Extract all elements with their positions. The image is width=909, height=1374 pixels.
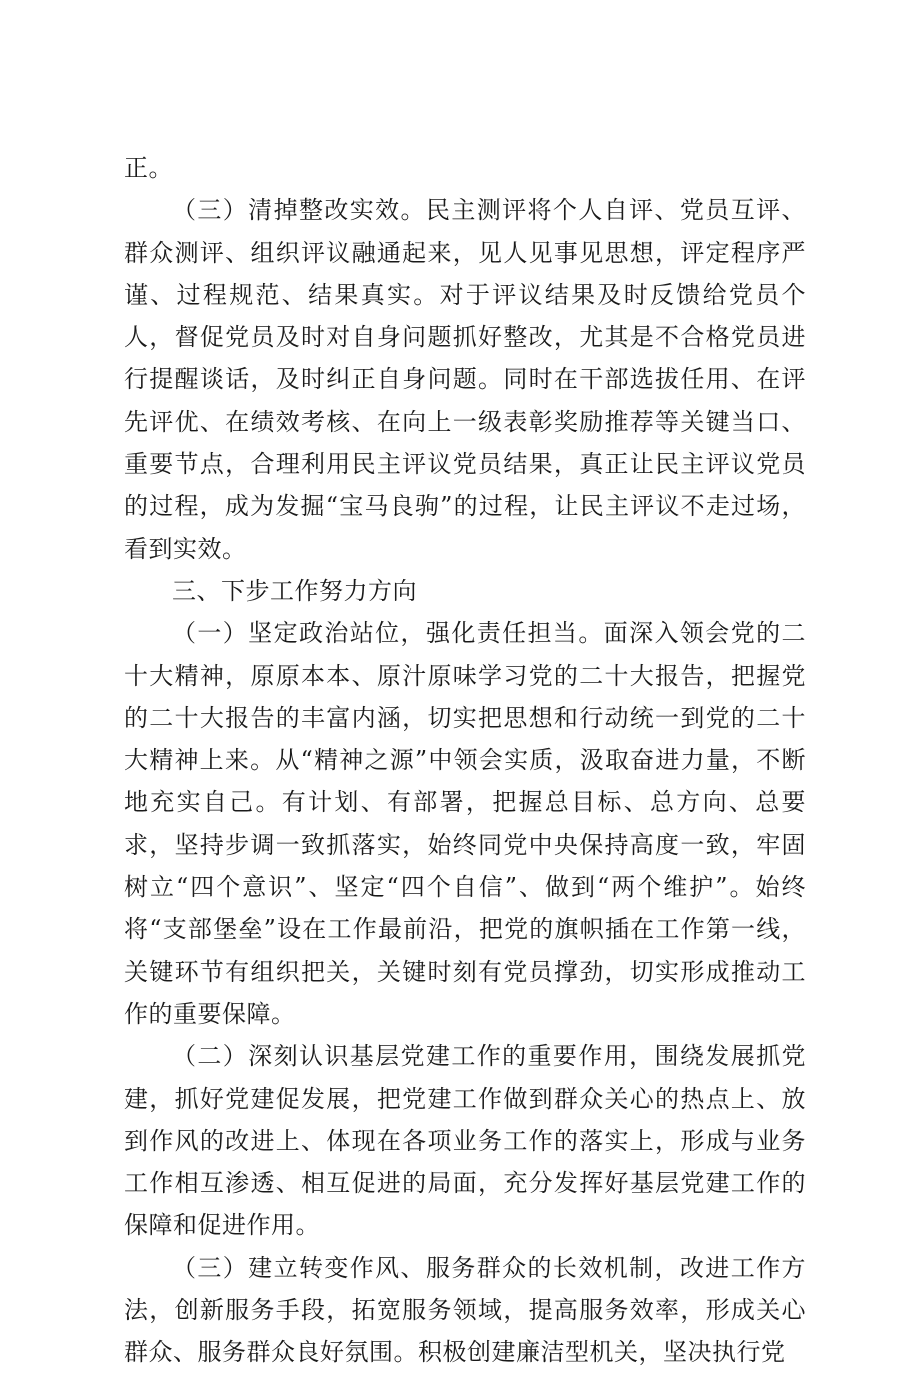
paragraph-political-stance: （一）坚定政治站位，强化责任担当。面深入领会党的二十大精神，原原本本、原汁原味学习党的二十大报告，把握党的二十大报告的丰富内涵，切实把思想和行动统一到党的二十大精神上来。从“精神之源”中领会实质，汲取奋进力量，不断地充实自己。有计划、有部署，把握总目标、总方向、总要求，坚持步调一致抓落实，始终同党中央保持高度一致，牢固树立“四个意识”、坚定“四个自信”、做到“两个维护”。始终将“支部堡垒”设在工作最前沿，把党的旗帜插在工作第一线，关键环节有组织把关，关键时刻有党员撑劲，切实形成推动工作的重要保障。 [124, 619, 806, 1028]
paragraph-continuation: 正。 [124, 154, 173, 182]
document-body [124, 147, 806, 1374]
section-heading: 三、下步工作努力方向 [172, 576, 417, 605]
paragraph-party-building: （二）深刻认识基层党建工作的重要作用，围绕发展抓党建，抓好党建促发展，把党建工作做到群众关心的热点上、放到作风的改进上、体现在各项业务工作的落实上，形成与业务工作相互渗透、相互促进的局面，充分发挥好基层党建工作的保障和促进作用。 [124, 1042, 806, 1240]
paragraph-long-term-mechanism: （三）建立转变作风、服务群众的长效机制，改进工作方法，创新服务手段，拓宽服务领域，提高服务效率，形成关心群众、服务群众良好氛围。积极创建廉洁型机关，坚决执行党 [124, 1253, 806, 1367]
paragraph-rectification: （三）清掉整改实效。民主测评将个人自评、党员互评、群众测评、组织评议融通起来，见人见事见思想，评定程序严谨、过程规范、结果真实。对于评议结果及时反馈给党员个人，督促党员及时对自身问题抓好整改，尤其是不合格党员进行提醒谈话，及时纠正自身问题。同时在干部选拔任用、在评先评优、在绩效考核、在向上一级表彰奖励推荐等关键当口、重要节点，合理利用民主评议党员结果，真正让民主评议党员的过程，成为发掘“宝马良驹”的过程，让民主评议不走过场，看到实效。 [124, 196, 806, 563]
